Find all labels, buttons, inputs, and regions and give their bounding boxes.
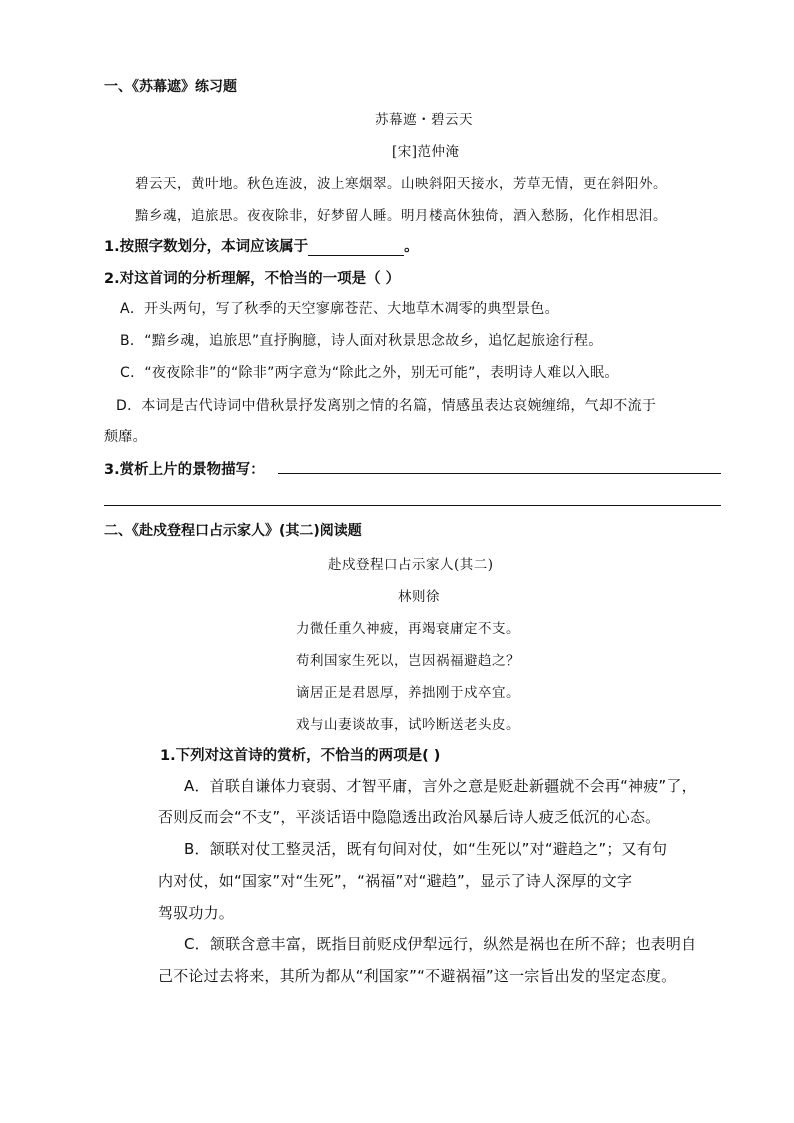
section2-poem-line-2: 苟利国家生死以，岂因祸福避趋之？ [296, 653, 520, 669]
section1-poem-title: 苏幕遮・碧云天 [375, 112, 473, 128]
s1-question-3-answer-line-2[interactable] [104, 505, 721, 506]
s2-option-a-line-2: 否则反而会“不支”，平淡话语中隐隐透出政治风暴后诗人疲乏低沉的心态。 [158, 808, 661, 826]
section2-poem-line-4: 戏与山妻谈故事，试吟断送老头皮。 [296, 717, 520, 733]
section1-poem-line-1: 碧云天，黄叶地。秋色连波，波上寒烟翠。山映斜阳天接水，芳草无情，更在斜阳外。 [135, 176, 667, 192]
section1-poem-line-2: 黯乡魂，追旅思。夜夜除非，好梦留人睡。明月楼高休独倚，酒入愁肠，化作相思泪。 [135, 208, 667, 224]
s1-question-3: 3.赏析上片的景物描写： [104, 462, 265, 478]
s1-q2-option-d-line-2: 颓靡。 [104, 429, 147, 445]
s1-q2-option-b: B．“黯乡魂，追旅思”直抒胸臆，诗人面对秋景思念故乡，追忆起旅途行程。 [120, 333, 603, 349]
section2-poem-line-1: 力微任重久神疲，再竭衰庸定不支。 [296, 621, 520, 637]
s1-question-2: 2.对这首词的分析理解，不恰当的一项是（ ） [104, 271, 401, 287]
s2-option-c-line-2: 己不论过去将来，其所为都从“利国家”“不避祸福”这一宗旨出发的坚定态度。 [158, 967, 677, 985]
section1-heading: 一、《苏幕遮》练习题 [104, 79, 237, 95]
section2-poem-line-3: 谪居正是君恩厚，养拙刚于戍卒宜。 [296, 685, 520, 701]
section2-heading: 二、《赴戍登程口占示家人》(其二)阅读题 [104, 523, 362, 539]
s1-question-1-end: 。 [404, 239, 419, 255]
s1-question-1 [104, 235, 419, 256]
s2-option-c-line-1: C．颔联含意丰富，既指目前贬戍伊犁远行，纵然是祸也在所不辞；也表明自 [184, 935, 697, 953]
s1-q2-option-d-line-1: D．本词是古代诗词中借秋景抒发离别之情的名篇，情感虽表达哀婉缠绵，气却不流于 [116, 398, 657, 414]
s2-option-b-line-3: 驾驭功力。 [158, 904, 235, 922]
s2-option-b-line-1: B．颔联对仗工整灵活，既有句间对仗，如“生死以”对“避趋之”；又有句 [184, 840, 668, 858]
s1-question-3-answer-line-1[interactable] [278, 473, 721, 474]
s1-question-1-text: 1.按照字数划分，本词应该属于 [104, 239, 309, 255]
s2-option-b-line-2: 内对仗，如“国家”对“生死”，“祸福”对“避趋”，显示了诗人深厚的文字 [158, 872, 633, 890]
section1-author: [宋]范仲淹 [392, 144, 460, 160]
s1-question-1-blank[interactable] [308, 239, 404, 256]
s2-option-a-line-1: A．首联自谦体力衰弱、才智平庸，言外之意是贬赴新疆就不会再“神疲”了， [184, 777, 697, 795]
s1-q2-option-c: C．“夜夜除非”的“除非”两字意为“除此之外，别无可能”，表明诗人难以入眠。 [120, 365, 619, 381]
s2-question-1: 1.下列对这首诗的赏析，不恰当的两项是( ) [160, 748, 441, 764]
s1-q2-option-a: A．开头两句，写了秋季的天空寥廓苍茫、大地草木凋零的典型景色。 [120, 301, 559, 317]
section2-author: 林则徐 [398, 589, 440, 605]
section2-poem-title: 赴戍登程口占示家人(其二) [328, 557, 494, 573]
